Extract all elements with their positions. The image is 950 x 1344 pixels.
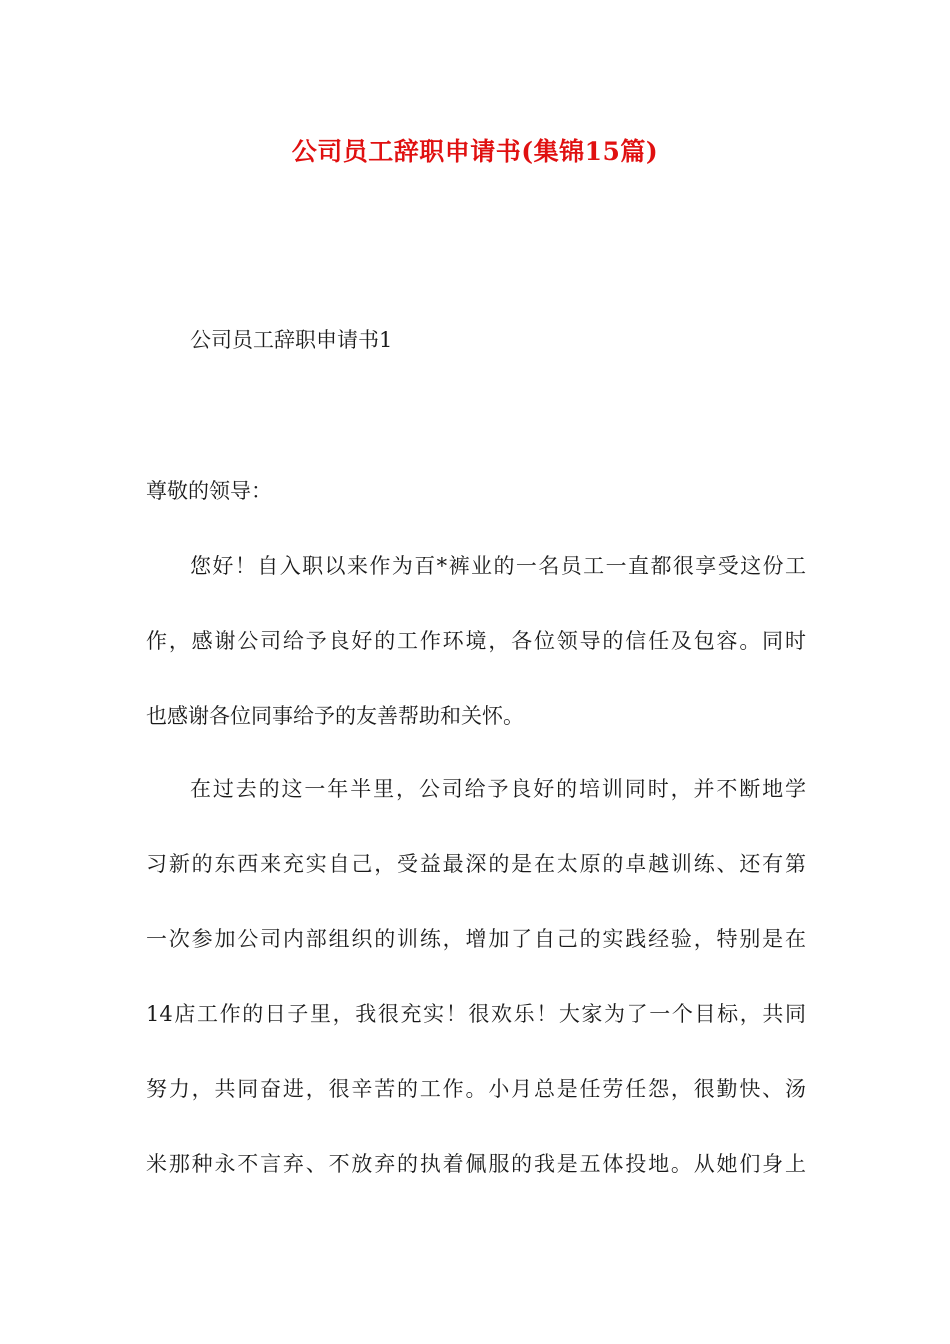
paragraph-2-line-3: 一次参加公司内部组织的训练，增加了自己的实践经验，特别是在 (146, 927, 806, 951)
paragraph-2-line-5: 努力，共同奋进，很辛苦的工作。小月总是任劳任怨，很勤快、汤 (146, 1077, 806, 1101)
paragraph-1-line-2: 作，感谢公司给予良好的工作环境，各位领导的信任及包容。同时 (146, 629, 806, 653)
paragraph-2-line-2: 习新的东西来充实自己，受益最深的是在太原的卓越训练、还有第 (146, 852, 806, 876)
paragraph-2-line-6: 米那种永不言弃、不放弃的执着佩服的我是五体投地。从她们身上 (146, 1152, 806, 1176)
paragraph-2-line-1: 在过去的这一年半里，公司给予良好的培训同时，并不断地学 (190, 777, 806, 801)
paragraph-1-line-3: 也感谢各位同事给予的友善帮助和关怀。 (146, 704, 524, 728)
section-title: 公司员工辞职申请书1 (190, 328, 393, 352)
paragraph-1-line-1: 您好！自入职以来作为百*裤业的一名员工一直都很享受这份工 (190, 554, 806, 578)
paragraph-2-line-4: 14店工作的日子里，我很充实！很欢乐！大家为了一个目标，共同 (146, 1002, 806, 1026)
document-title: 公司员工辞职申请书(集锦15篇) (291, 137, 659, 166)
salutation: 尊敬的领导： (146, 479, 272, 503)
